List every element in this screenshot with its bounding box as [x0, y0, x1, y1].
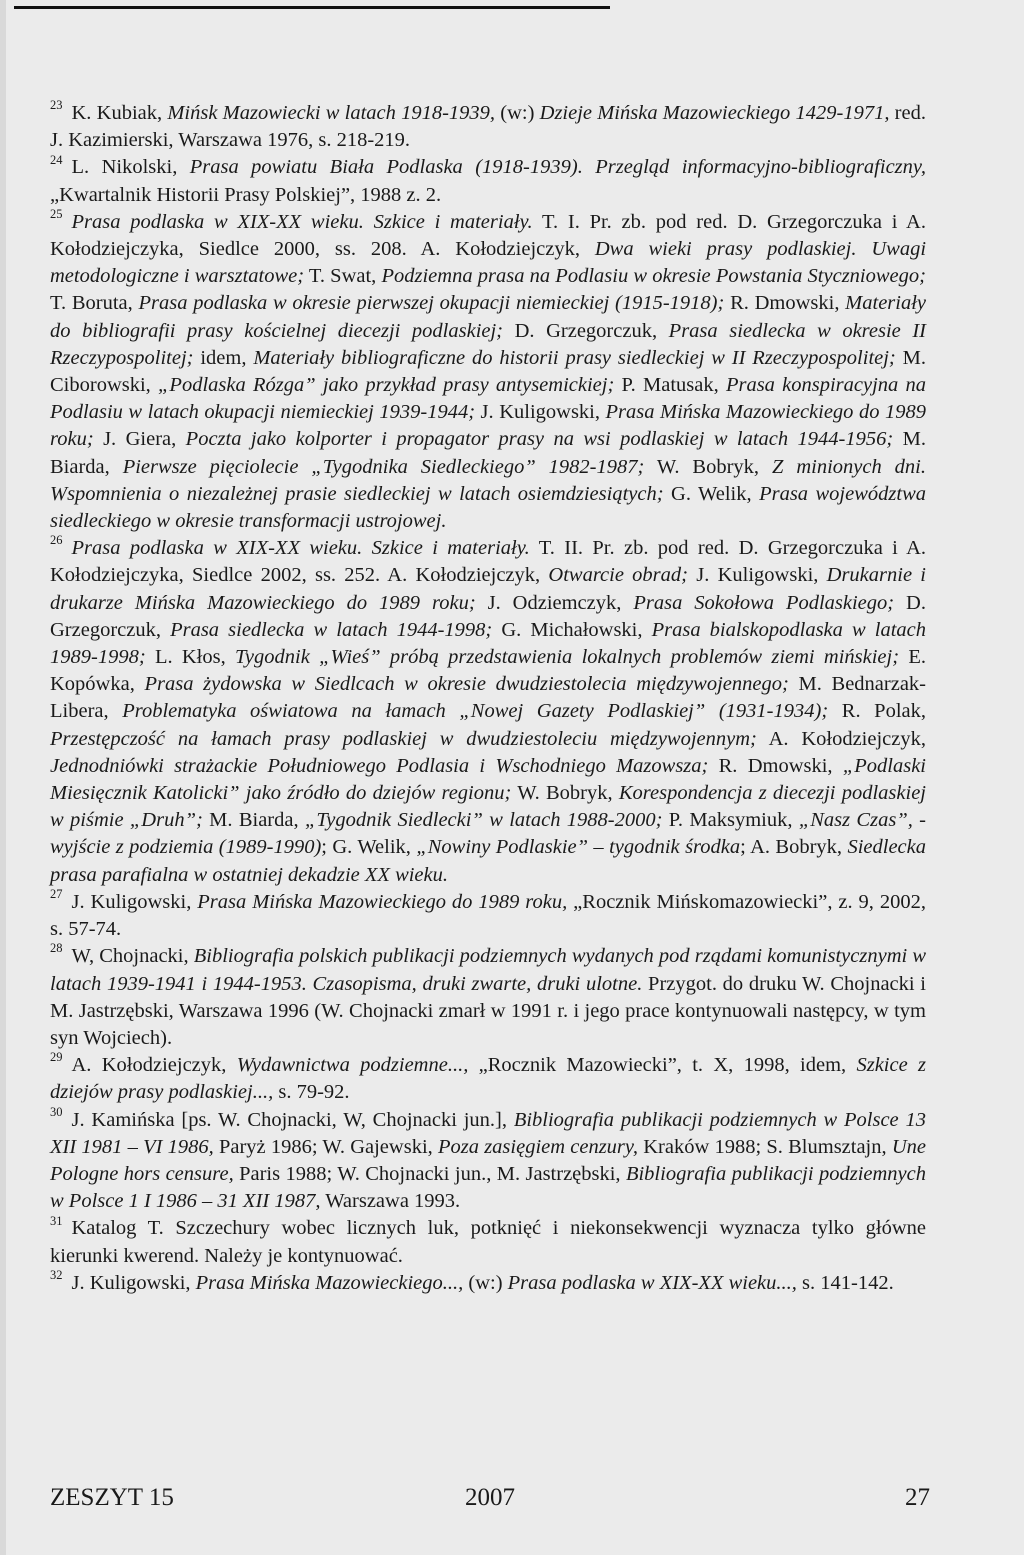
footnote-text: G. Welik, [663, 482, 760, 505]
footnote-text: „Rocznik Mazowiecki”, t. X, 1998, idem, [468, 1054, 857, 1077]
footnote-text: D. Grzegorczuk, [503, 319, 669, 342]
footnote-text: W, Chojnacki, [71, 945, 194, 968]
footnote [50, 154, 926, 208]
footnote [50, 100, 926, 154]
footnote [50, 1267, 926, 1297]
footnote-text: T. Swat, [304, 265, 382, 288]
footnote-number: 24 [50, 152, 63, 167]
footnote-title-text: Prasa podlaska w XIX-XX wieku. Szkice i materiały. [71, 210, 533, 233]
footnote-text: „Rocznik Mińskomazowiecki”, z. 9, 2002, s. 57-74. [50, 890, 926, 941]
footnote-text: T. I. Pr. zb. pod red. D. Grzegorczuka i A. Kołodziejczyka, Siedlce 2000, ss. 208. A. Kołodziejczyk, [50, 210, 926, 261]
footnote-title-text: Poza zasięgiem cenzury, [437, 1135, 639, 1158]
footnote-number: 23 [50, 98, 63, 113]
footnote-title-text: Prasa bialskopodlaska w latach 1989-1998; [50, 618, 926, 669]
footnote-number: 29 [50, 1050, 63, 1065]
footnote-text: J. Kuligowski, [71, 890, 198, 913]
footnote-text: Katalog T. Szczechury wobec licznych luk, potknięć i niekonsekwencji wyznacza tylko główne kierunki kwerend. Należy je kontynuować. [50, 1217, 926, 1267]
footnote-title-text: Otwarcie obrad; [548, 564, 688, 587]
footnotes-section [50, 100, 926, 1297]
footnote-text: s. 79-92. [273, 1081, 350, 1104]
footnote-text: ; G. Welik, [321, 836, 417, 859]
footnote-title-text: Pierwsze pięciolecie „Tygodnika Siedleckiego” 1982-1987; [122, 455, 645, 478]
footnote-number: 32 [50, 1267, 63, 1282]
footnote-text: Paryż 1986; W. Gajewski, [213, 1135, 438, 1158]
footnote-title-text: Prasa powiatu Biała Podlaska (1918-1939). Przegląd informacyjno-bibliograficzny, [189, 156, 926, 179]
footnote-text: ; A. Bobryk, [740, 836, 848, 859]
footnote-text: W. Bobryk, [644, 455, 772, 478]
footnote-text: P. Maksymiuk, [662, 809, 799, 832]
footnote-title-text: „Nowiny Podlaskie” – tygodnik środka [416, 836, 741, 859]
footnote-text: J. Kamińska [ps. W. Chojnacki, W, Chojnacki jun.], [71, 1108, 514, 1131]
footnote-text: J. Odziemczyk, [475, 591, 634, 614]
footnote-text: „Kwartalnik Historii Prasy Polskiej”, 1988 z. 2. [50, 183, 442, 206]
footnote-text: M. Biarda, [50, 428, 926, 478]
footnote-number: 26 [50, 533, 63, 548]
footnote-title-text: Poczta jako kolporter i propagator prasy na wsi podlaskiej w latach 1944-1956; [185, 428, 894, 451]
footnote-text: Paris 1988; W. Chojnacki jun., M. Jastrzębski, [233, 1162, 626, 1185]
footnote-title-text: Prasa Mińska Mazowieckiego do 1989 roku; [50, 401, 926, 451]
footnote-title-text: „Tygodnik Siedlecki” w latach 1988-2000; [304, 809, 663, 832]
footnote-title-text: Szkice z dziejów prasy podlaskiej..., [50, 1054, 926, 1104]
footnote-text: J. Kuligowski, [71, 1271, 196, 1294]
footnote-text: Przygot. do druku W. Chojnacki i M. Jastrzębski, Warszawa 1996 (W. Chojnacki zmarł w 1991 r. i jego prace kontynuowali następcy, w tym syn Wojciech). [50, 972, 927, 1049]
footnote-title-text: „Podlaska Rózga” jako przykład prasy antysemickiej; [158, 374, 615, 397]
footnote [50, 943, 926, 1052]
footnote-text: L. Kłos, [145, 646, 236, 669]
footnote-number: 27 [50, 887, 63, 902]
footnote-text: M. Ciborowski, [50, 346, 926, 397]
footnote-title-text: Prasa podlaska w okresie pierwszej okupacji niemieckiej (1915-1918); [138, 292, 725, 315]
footnote-text: red. J. Kazimierski, Warszawa 1976, s. 218-219. [50, 102, 926, 152]
footnote-title-text: „Podlaski Miesięcznik Katolicki” jako źródło do dziejów regionu; [50, 754, 926, 805]
footnote-text: idem, [193, 346, 254, 369]
footnote-title-text: Prasa Sokołowa Podlaskiego; [633, 591, 895, 614]
footnote-text: M. Bednarzak-Libera, [50, 673, 926, 723]
footnote-title-text: Prasa siedlecka w latach 1944-1998; [170, 618, 493, 641]
footnote-text: (w:) [463, 1271, 508, 1294]
footnote-title-text: Prasa siedlecka w okresie II Rzeczypospolitej; [50, 319, 926, 369]
footnote-title-text: Drukarnie i drukarze Mińska Mazowieckiego do 1989 roku; [50, 564, 926, 614]
footnote-text: T. Boruta, [50, 292, 139, 315]
footnote-title-text: Une Pologne hors censure, [50, 1135, 926, 1185]
footnote-text: L. Nikolski, [71, 156, 190, 179]
page-edge [0, 0, 6, 1555]
footnote [50, 535, 926, 889]
footnote-title-text: Bibliografia polskich publikacji podziemnych wydanych pod rządami komunistycznymi w latach 1939-1941 i 1944-1953. Czasopisma, druki zwarte, druki ulotne. [50, 945, 926, 995]
footnote-title-text: Mińsk Mazowiecki w latach 1918-1939, [167, 102, 496, 124]
footnote-text: K. Kubiak, [71, 102, 168, 124]
footnote [50, 206, 927, 535]
footnote-title-text: Tygodnik „Wieś” próbą przedstawienia lokalnych problemów ziemi mińskiej; [235, 646, 900, 669]
footnote-text: R. Dmowski, [724, 292, 846, 315]
publication-year: 2007 [465, 1484, 515, 1511]
footnote-title-text: Prasa żydowska w Siedlcach w okresie dwudziestolecia międzywojennego; [144, 673, 789, 696]
footnote-title-text: Dwa wieki prasy podlaskiej. Uwagi metodologiczne i warsztatowe; [50, 238, 927, 288]
footnote-title-text: Materiały bibliograficzne do historii prasy siedleckiej w II Rzeczypospolitej; [253, 346, 896, 369]
footnote-title-text: Wydawnictwa podziemne..., [236, 1054, 469, 1077]
footnote-title-text: Jednodniówki strażackie Południowego Podlasia i Wschodniego Mazowsza; [50, 754, 709, 777]
footnote-text: W. Bobryk, [511, 782, 619, 805]
footnote-title-text: Prasa Mińska Mazowieckiego..., [195, 1271, 464, 1294]
footnote-title-text: Prasa województwa siedleckiego w okresie transformacji ustrojowej. [50, 482, 927, 533]
footnote-title-text: Dzieje Mińska Mazowieckiego 1429-1971, [539, 102, 890, 124]
footnote-number: 28 [50, 941, 63, 956]
footnote-title-text: Prasa podlaska w XIX-XX wieku..., [507, 1271, 797, 1294]
footnote-text: R. Dmowski, [708, 754, 843, 777]
footnote-title-text: Korespondencja z diecezji podlaskiej w piśmie „Druh”; [50, 782, 926, 832]
footnote-title-text: Prasa konspiracyjna na Podlasiu w latach okupacji niemieckiej 1939-1944; [50, 374, 927, 424]
footnote [50, 1215, 926, 1269]
footnote-title-text: Prasa podlaska w XIX-XX wieku. Szkice i materiały. [71, 537, 530, 560]
footnote-text: (w:) [495, 102, 540, 124]
footnote-title-text: Podziemna prasa na Podlasiu w okresie Powstania Styczniowego; [381, 265, 926, 288]
footnote-title-text: Problematyka oświatowa na łamach „Nowej Gazety Podlaskiej” (1931-1934); [122, 700, 829, 723]
footnote-title-text: Siedlecka prasa parafialna w ostatniej dekadzie XX wieku. [50, 836, 926, 886]
footnote-title-text: Przestępczość na łamach prasy podlaskiej w dwudziestoleciu międzywojennym; [50, 727, 757, 750]
footnote [50, 1052, 926, 1106]
journal-issue: ZESZYT 15 [50, 1484, 174, 1511]
footnote-title-text: Bibliografia publikacji podziemnych w Polsce 13 XII 1981 – VI 1986, [50, 1108, 926, 1158]
footnote-title-text: Z minionych dni. Wspomnienia o niezależnej prasie siedleckiej w latach osiemdziesiątych; [50, 455, 926, 505]
footnote-text: Kraków 1988; S. Blumsztajn, [638, 1135, 892, 1158]
page-footer [50, 1484, 930, 1524]
footnote-text: J. Kuligowski, [687, 564, 827, 587]
footnote-title-text: Bibliografia publikacji podziemnych w Polsce 1 I 1986 – 31 XII 1987, [50, 1162, 927, 1213]
footnote-text: A. Kołodziejczyk, [756, 727, 926, 750]
footnote-title-text: Materiały do bibliografii prasy kościelnej diecezji podlaskiej; [50, 292, 927, 342]
footnote-text: Warszawa 1993. [320, 1190, 461, 1213]
footnote-title-text: Prasa Mińska Mazowieckiego do 1989 roku, [197, 890, 568, 913]
footnote-number: 31 [50, 1213, 63, 1228]
footnote-text: T. II. Pr. zb. pod red. D. Grzegorczuka i A. Kołodziejczyka, Siedlce 2002, ss. 252. A. Kołodziejczyk, [50, 537, 926, 587]
footnote [50, 889, 926, 943]
footnote-number: 30 [50, 1104, 63, 1119]
footnote-text: D. Grzegorczuk, [50, 591, 926, 641]
footnote-text: A. Kołodziejczyk, [71, 1054, 237, 1077]
footnote [50, 1104, 927, 1216]
footnote-number: 25 [50, 206, 63, 221]
footnote-text: G. Michałowski, [492, 618, 652, 641]
top-rule [14, 6, 610, 9]
footnote-text: E. Kopówka, [50, 646, 926, 696]
footnote-text: J. Giera, [93, 428, 186, 451]
page-number: 27 [905, 1484, 930, 1511]
footnote-text: M. Biarda, [202, 809, 305, 832]
footnote-text: P. Matusak, [614, 374, 726, 397]
footnote-text: s. 141-142. [796, 1271, 894, 1294]
footnote-text: J. Kuligowski, [475, 401, 606, 424]
footnote-text: R. Polak, [828, 700, 926, 723]
footnote-title-text: „Nasz Czas”, - wyjście z podziemia (1989-1990) [50, 809, 927, 859]
